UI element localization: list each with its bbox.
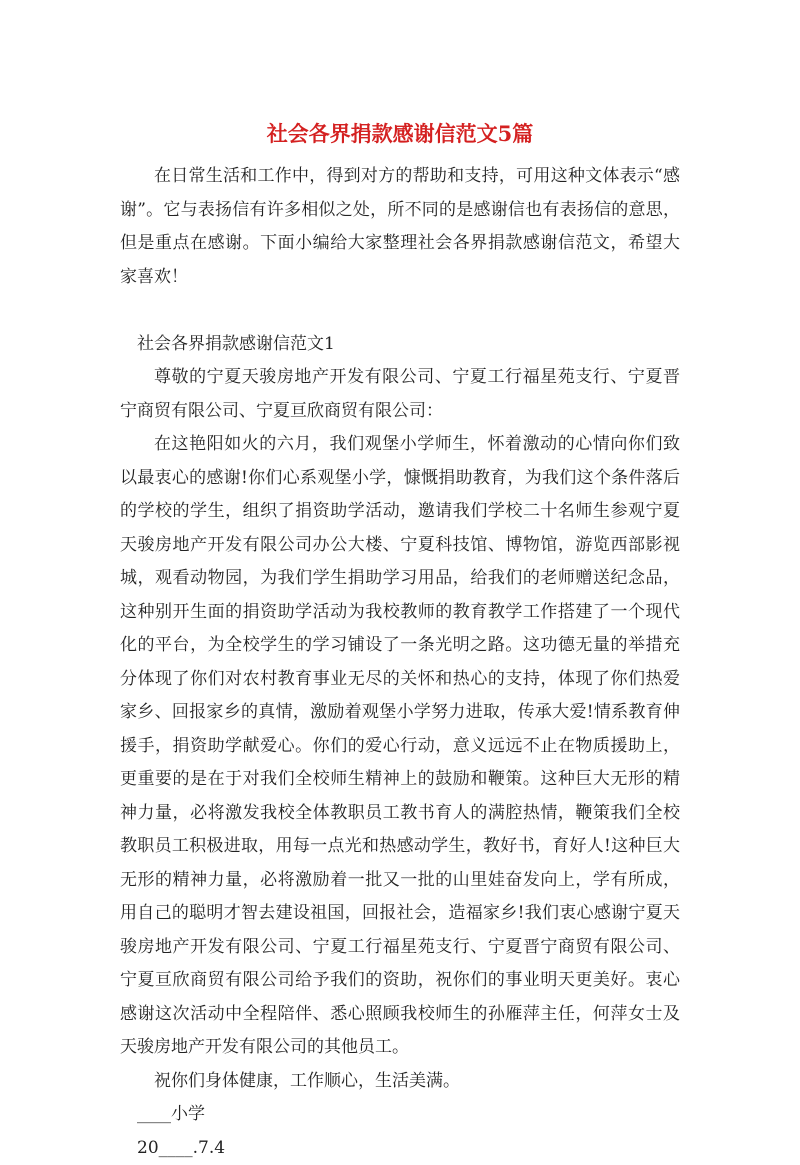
document-body: [120, 160, 680, 1165]
document-title: 社会各界捐款感谢信范文5篇: [0, 120, 800, 148]
intro-paragraph: 在日常生活和工作中，得到对方的帮助和支持，可用这种文体表示“感谢”。它与表扬信有许多相似之处，所不同的是感谢信也有表扬信的意思，但是重点在感谢。下面小编给大家整理社会各界捐款感谢信范文，希望大家喜欢！: [120, 160, 680, 294]
paragraph-spacer: [120, 294, 680, 328]
letter-date: 20____.7.4: [120, 1132, 680, 1165]
letter-body: 在这艳阳如火的六月，我们观堡小学师生，怀着激动的心情向你们致以最衷心的感谢!你们心系观堡小学，慷慨捐助教育，为我们这个条件落后的学校的学生，组织了捐资助学活动，邀请我们学校二十名师生参观宁夏天骏房地产开发有限公司办公大楼、宁夏科技馆、博物馆，游览西部影视城，观看动物园，为我们学生捐助学习用品，给我们的老师赠送纪念品，这种别开生面的捐资助学活动为我校教师的教育教学工作搭建了一个现代化的平台，为全校学生的学习铺设了一条光明之路。这功德无量的举措充分体现了你们对农村教育事业无尽的关怀和热心的支持，体现了你们热爱家乡、回报家乡的真情，激励着观堡小学努力进取，传承大爱!情系教育伸援手，捐资助学献爱心。你们的爱心行动，意义远远不止在物质援助上，更重要的是在于对我们全校师生精神上的鼓励和鞭策。这种巨大无形的精神力量，必将激发我校全体教职员工教书育人的满腔热情，鞭策我们全校教职员工积极进取，用每一点光和热感动学生，教好书，育好人!这种巨大无形的精神力量，必将激励着一批又一批的山里娃奋发向上，学有所成，用自己的聪明才智去建设祖国，回报社会，造福家乡!我们衷心感谢宁夏天骏房地产开发有限公司、宁夏工行福星苑支行、宁夏晋宁商贸有限公司、宁夏亘欣商贸有限公司给予我们的资助，祝你们的事业明天更美好。衷心感谢这次活动中全程陪伴、悉心照顾我校师生的孙雁萍主任，何萍女士及天骏房地产开发有限公司的其他员工。: [120, 428, 680, 1065]
signature: ____小学: [120, 1098, 680, 1132]
closing-wishes: 祝你们身体健康，工作顺心，生活美满。: [120, 1065, 680, 1099]
section-heading: 社会各界捐款感谢信范文1: [120, 328, 680, 362]
salutation: 尊敬的宁夏天骏房地产开发有限公司、宁夏工行福星苑支行、宁夏晋宁商贸有限公司、宁夏亘欣商贸有限公司：: [120, 361, 680, 428]
